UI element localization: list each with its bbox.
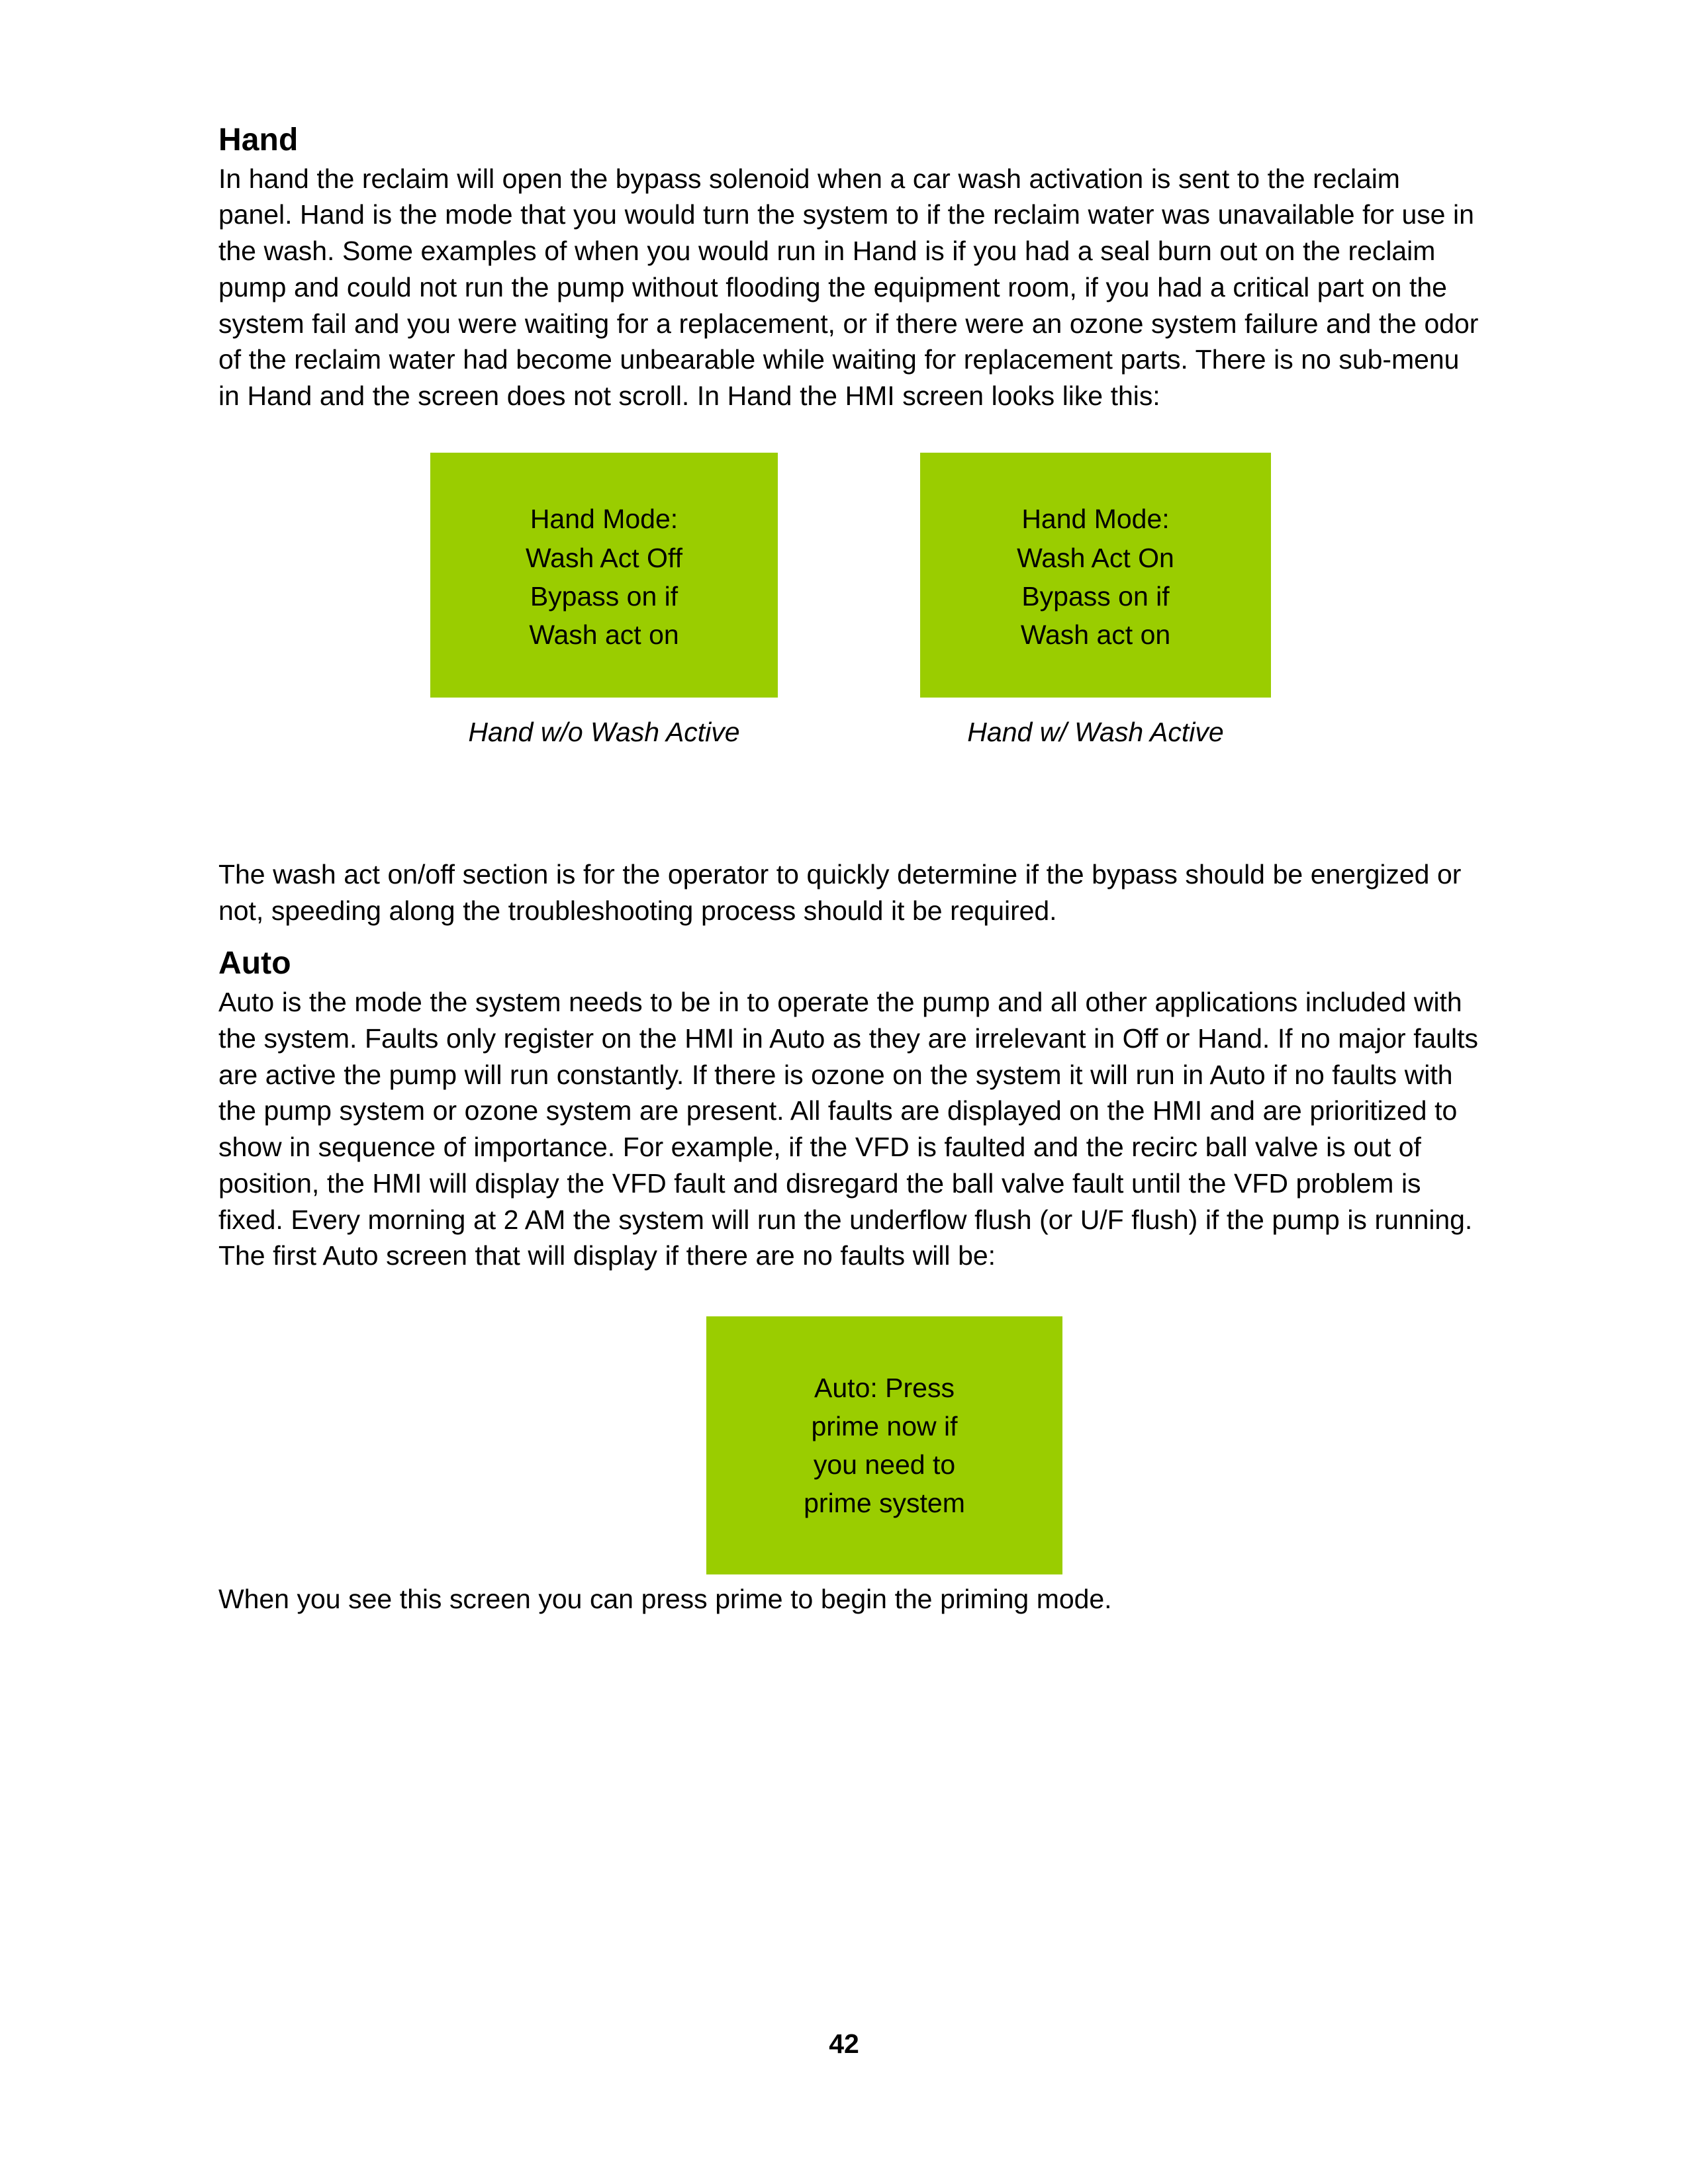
hmi-screen-hand-wash-act-off — [430, 453, 778, 698]
hmi-line: Wash Act On — [1017, 542, 1174, 573]
section-heading-hand: Hand — [218, 122, 299, 158]
hmi-screens-hand-row — [218, 453, 1479, 703]
hmi-line: prime now if — [811, 1410, 958, 1441]
hmi-line: Wash Act Off — [526, 542, 682, 573]
hmi-line: you need to — [813, 1449, 956, 1480]
paragraph-auto-description: Auto is the mode the system needs to be in to operate the pump and all other applications included with the system. Faults only register on the HMI in Auto as they are irrelevant in Off or Hand. If no major faults are active the pump will run constantly. If there is ozone on the system it will run in Auto if no faults with the pump system or ozone system are present. All faults are displayed on the HMI and are prioritized to show in sequence of importance. For example, if the VFD is faulted and the recirc ball valve is out of position, the HMI will display the VFD fault and disregard the ball valve fault until the VFD problem is fixed. Every morning at 2 AM the system will run the underflow flush (or U/F flush) if the pump is running. The first Auto screen that will display if there are no faults will be: — [218, 987, 1478, 1271]
vertical-spacer — [218, 929, 1479, 946]
hmi-line: Wash act on — [1020, 619, 1171, 651]
paragraph-wash-act-note: The wash act on/off section is for the operator to quickly determine if the bypass should be energized or not, speeding along the troubleshooting process should it be required. — [218, 858, 1462, 926]
vertical-spacer — [218, 839, 1479, 856]
caption-hand-without-wash-active: Hand w/o Wash Active — [468, 716, 740, 747]
hmi-line: prime system — [804, 1488, 965, 1519]
vertical-spacer — [218, 801, 1479, 839]
hmi-line: Wash act on — [529, 619, 679, 651]
page-content — [218, 122, 1479, 1617]
hmi-line: Bypass on if — [530, 580, 679, 612]
hmi-line: Hand Mode: — [1021, 504, 1170, 535]
vertical-spacer — [218, 762, 1479, 801]
hmi-screen-hand-wash-act-on — [920, 453, 1271, 698]
hmi-screens-auto-row — [218, 1316, 1479, 1581]
caption-hand-with-wash-active: Hand w/ Wash Active — [967, 716, 1224, 747]
hmi-screen-auto-prime — [706, 1316, 1062, 1574]
hmi-line: Hand Mode: — [530, 504, 679, 535]
section-heading-auto: Auto — [218, 946, 291, 981]
page-number: 42 — [829, 2028, 859, 2059]
hmi-line: Auto: Press — [814, 1372, 955, 1403]
paragraph-prime-note: When you see this screen you can press prime to begin the priming mode. — [218, 1583, 1112, 1614]
paragraph-hand-description: In hand the reclaim will open the bypass solenoid when a car wash activation is sent to the reclaim panel. Hand is the mode that you would turn the system to if the reclaim water was unavailable for use in the wash. Some examples of when you would run in Hand is if you had a seal burn out on the reclaim pump and could not run the pump without flooding the equipment room, if you had a critical part on the system fail and you were waiting for a replacement, or if there were an ozone system failure and the odor of the reclaim water had become unbearable while waiting for replacement parts. There is no sub-menu in Hand and the screen does not scroll. In Hand the HMI screen looks like this: — [218, 163, 1479, 412]
hmi-caption-row — [218, 716, 1479, 762]
hmi-line: Bypass on if — [1021, 580, 1170, 612]
